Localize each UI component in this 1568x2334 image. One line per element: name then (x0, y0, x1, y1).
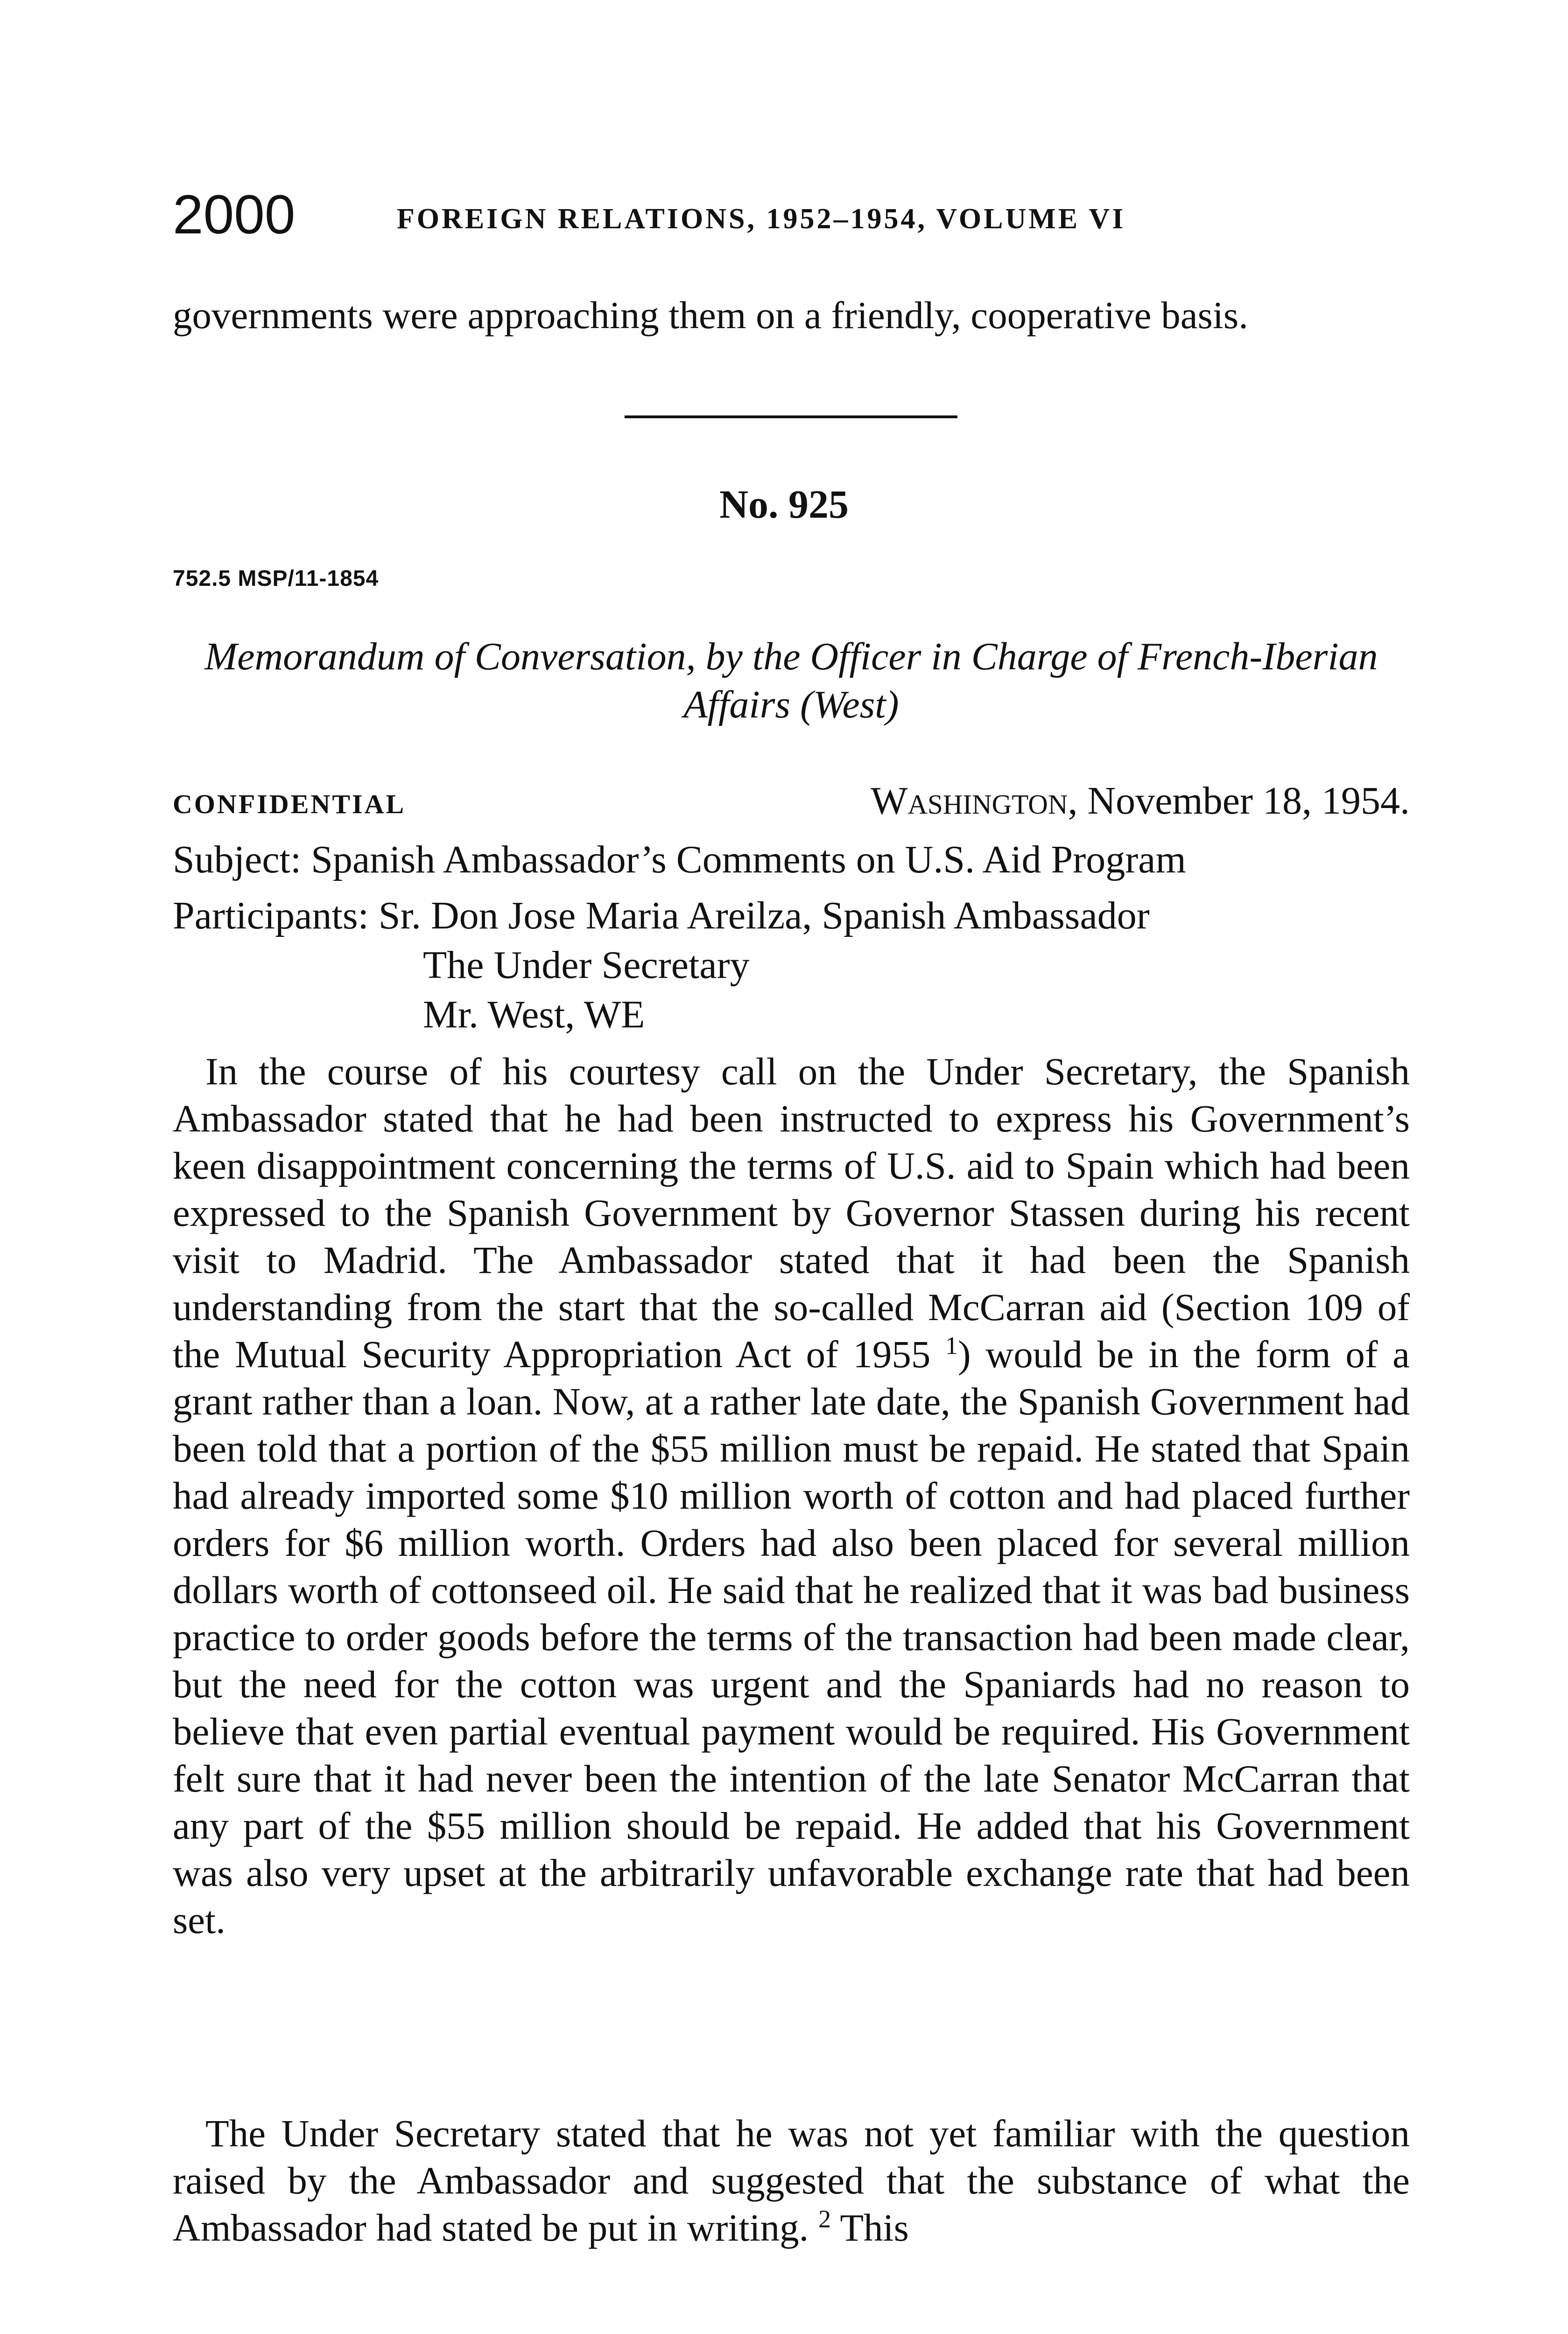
subject-text: Spanish Ambassador’s Comments on U.S. Aid Program (311, 838, 1186, 881)
place: Washington (871, 779, 1068, 823)
paragraph-text: ) would be in the form of a grant rather than a loan. Now, at a rather late date, the Spanish Government had been told that a portion of the $55 million must be repaid. He stated that Spain had already imported some $10 million worth of cotton and had placed further orders for $6 million worth. Orders had also been placed for several million dollars worth of cottonseed oil. He said that he realized that it was bad business practice to order goods before the terms of the transaction had been made clear, but the need for the cotton was urgent and the Spaniards had no reason to believe that even partial eventual payment would be required. His Government felt sure that it had never been the intention of the late Senator McCarran that any part of the $55 million should be repaid. He added that his Government was also very upset at the arbitrarily unfavorable exchange rate that had been set. (173, 1333, 1410, 1941)
subject-line (173, 836, 1186, 884)
section-divider (625, 415, 957, 418)
body-paragraph (173, 2110, 1410, 2251)
participants-line (173, 892, 1150, 940)
place-and-date (871, 777, 1410, 825)
classification-label: CONFIDENTIAL (173, 789, 406, 819)
classification-row (173, 777, 1410, 829)
footnote-reference: 2 (818, 2205, 831, 2233)
participant: Mr. West, WE (423, 993, 645, 1036)
document-number: No. 925 (719, 482, 849, 527)
paragraph-text: This (831, 2206, 909, 2249)
footnote-reference: 1 (945, 1331, 958, 1360)
file-reference: 752.5 MSP/11-1854 (173, 566, 379, 591)
document-title: Memorandum of Conversation, by the Officer in Charge of French-Iberian Affairs (West) (204, 635, 1378, 726)
participants-label: Participants: (173, 894, 369, 937)
participant: Sr. Don Jose Maria Areilza, Spanish Ambassador (378, 894, 1150, 937)
continued-paragraph: governments were approaching them on a friendly, cooperative basis. (173, 294, 1248, 337)
paragraph-text: The Under Secretary stated that he was not yet familiar with the question raised by the Ambassador and suggested that the substance of what the Ambassador had stated be put in writing. (173, 2112, 1410, 2249)
page-number: 2000 (173, 184, 295, 246)
paragraph-text: In the course of his courtesy call on the Under Secretary, the Spanish Ambassador stated that he had been instructed to express his Government’s keen disappointment concerning the terms of U.S. aid to Spain which had been expressed to the Spanish Government by Governor Stassen during his recent visit to Madrid. The Ambassador stated that it had been the Spanish understanding from the start that the so-called McCarran aid (Section 109 of the Mutual Security Appropriation Act of 1955 (173, 1050, 1410, 1376)
body-paragraph (173, 1048, 1410, 1944)
running-head: FOREIGN RELATIONS, 1952–1954, VOLUME VI (397, 203, 1126, 235)
page-header (173, 184, 1410, 250)
date: , November 18, 1954. (1068, 779, 1410, 823)
subject-label: Subject: (173, 838, 302, 881)
participant: The Under Secretary (423, 943, 750, 987)
